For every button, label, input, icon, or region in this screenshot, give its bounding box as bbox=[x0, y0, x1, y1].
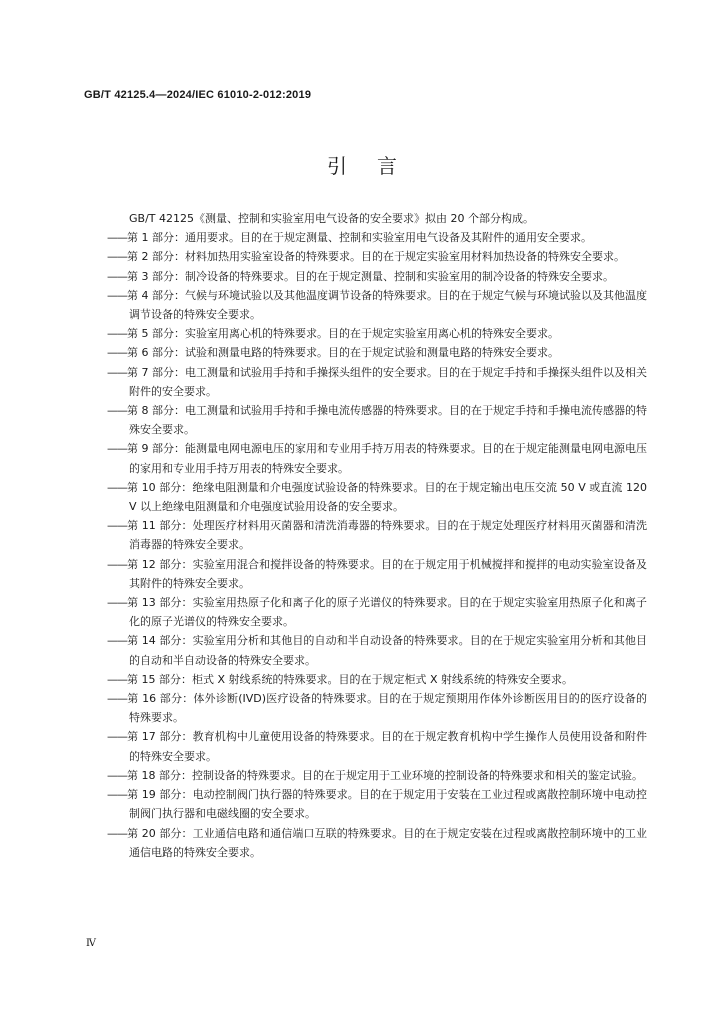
parts-list bbox=[107, 228, 647, 862]
dash-marker: —— bbox=[107, 557, 127, 571]
part-list-item bbox=[107, 439, 647, 477]
page-number: Ⅳ bbox=[86, 938, 96, 949]
part-text: 第 9 部分：能测量电网电源电压的家用和专业用手持万用表的特殊要求。目的在于规定能测量电网电源电压的家用和专业用手持万用表的特殊安全要求。 bbox=[127, 442, 647, 475]
part-text: 第 5 部分：实验室用离心机的特殊要求。目的在于规定实验室用离心机的特殊安全要求。 bbox=[127, 327, 559, 341]
part-text: 第 16 部分：体外诊断(IVD)医疗设备的特殊要求。目的在于规定预期用作体外诊断医用目的的医疗设备的特殊要求。 bbox=[127, 692, 647, 725]
part-list-item bbox=[107, 247, 647, 266]
dash-marker: —— bbox=[107, 480, 127, 494]
part-list-item bbox=[107, 766, 647, 785]
dash-marker: —— bbox=[107, 346, 127, 360]
part-text: 第 11 部分：处理医疗材料用灭菌器和清洗消毒器的特殊要求。目的在于规定处理医疗材料用灭菌器和清洗消毒器的特殊安全要求。 bbox=[127, 519, 647, 552]
part-text: 第 1 部分：通用要求。目的在于规定测量、控制和实验室用电气设备及其附件的通用安全要求。 bbox=[127, 231, 592, 245]
part-list-item bbox=[107, 593, 647, 631]
dash-marker: —— bbox=[107, 826, 127, 840]
part-text: 第 12 部分：实验室用混合和搅拌设备的特殊要求。目的在于规定用于机械搅拌和搅拌的电动实验室设备及其附件的特殊安全要求。 bbox=[127, 557, 647, 590]
part-text: 第 8 部分：电工测量和试验用手持和手操电流传感器的特殊要求。目的在于规定手持和手操电流传感器的特殊安全要求。 bbox=[127, 404, 647, 437]
dash-marker: —— bbox=[107, 442, 127, 456]
intro-paragraph: GB/T 42125《测量、控制和实验室用电气设备的安全要求》拟由 20 个部分构成。 bbox=[129, 212, 534, 225]
part-list-item bbox=[107, 478, 647, 516]
dash-marker: —— bbox=[107, 250, 127, 264]
part-text: 第 18 部分：控制设备的特殊要求。目的在于规定用于工业环境的控制设备的特殊要求和相关的鉴定试验。 bbox=[127, 768, 643, 782]
part-list-item bbox=[107, 670, 647, 689]
part-text: 第 13 部分：实验室用热原子化和离子化的原子光谱仪的特殊要求。目的在于规定实验室用热原子化和离子化的原子光谱仪的特殊安全要求。 bbox=[127, 596, 647, 629]
section-title: 引言 bbox=[327, 154, 427, 178]
part-text: 第 14 部分：实验室用分析和其他目的自动和半自动设备的特殊要求。目的在于规定实验室用分析和其他目的自动和半自动设备的特殊安全要求。 bbox=[127, 634, 647, 667]
part-text: 第 10 部分：绝缘电阻测量和介电强度试验设备的特殊要求。目的在于规定输出电压交流 50 V 或直流 120 V 以上绝缘电阻测量和介电强度试验用设备的安全要求。 bbox=[127, 480, 647, 514]
part-list-item bbox=[107, 363, 647, 401]
part-text: 第 19 部分：电动控制阀门执行器的特殊要求。目的在于规定用于安装在工业过程或离散控制环境中电动控制阀门执行器和电磁线圈的安全要求。 bbox=[127, 788, 647, 821]
part-list-item bbox=[107, 824, 647, 862]
dash-marker: —— bbox=[107, 672, 127, 686]
part-list-item bbox=[107, 555, 647, 593]
dash-marker: —— bbox=[107, 269, 127, 283]
dash-marker: —— bbox=[107, 596, 127, 610]
dash-marker: —— bbox=[107, 404, 127, 418]
dash-marker: —— bbox=[107, 288, 127, 302]
dash-marker: —— bbox=[107, 692, 127, 706]
part-text: 第 2 部分：材料加热用实验室设备的特殊要求。目的在于规定实验室用材料加热设备的特殊安全要求。 bbox=[127, 250, 625, 264]
dash-marker: —— bbox=[107, 365, 127, 379]
dash-marker: —— bbox=[107, 327, 127, 341]
part-text: 第 3 部分：制冷设备的特殊要求。目的在于规定测量、控制和实验室用的制冷设备的特殊安全要求。 bbox=[127, 269, 614, 283]
part-list-item bbox=[107, 228, 647, 247]
part-list-item bbox=[107, 267, 647, 286]
part-list-item bbox=[107, 324, 647, 343]
part-text: 第 17 部分：教育机构中儿童使用设备的特殊要求。目的在于规定教育机构中学生操作人员使用设备和附件的特殊安全要求。 bbox=[127, 730, 647, 763]
part-list-item bbox=[107, 401, 647, 439]
part-list-item bbox=[107, 343, 647, 362]
part-list-item bbox=[107, 727, 647, 765]
part-text: 第 20 部分：工业通信电路和通信端口互联的特殊要求。目的在于规定安装在过程或离散控制环境中的工业通信电路的特殊安全要求。 bbox=[127, 826, 647, 859]
part-list-item bbox=[107, 286, 647, 324]
dash-marker: —— bbox=[107, 634, 127, 648]
part-list-item bbox=[107, 631, 647, 669]
dash-marker: —— bbox=[107, 768, 127, 782]
part-text: 第 6 部分：试验和测量电路的特殊要求。目的在于规定试验和测量电路的特殊安全要求。 bbox=[127, 346, 559, 360]
part-list-item bbox=[107, 785, 647, 823]
standard-code-header: GB/T 42125.4—2024/IEC 61010-2-012:2019 bbox=[84, 89, 312, 101]
dash-marker: —— bbox=[107, 788, 127, 802]
part-text: 第 15 部分：柜式 X 射线系统的特殊要求。目的在于规定柜式 X 射线系统的特殊安全要求。 bbox=[127, 672, 574, 686]
part-text: 第 7 部分：电工测量和试验用手持和手操探头组件的安全要求。目的在于规定手持和手操探头组件以及相关附件的安全要求。 bbox=[127, 365, 647, 398]
part-list-item bbox=[107, 516, 647, 554]
part-text: 第 4 部分：气候与环境试验以及其他温度调节设备的特殊要求。目的在于规定气候与环境试验以及其他温度调节设备的特殊安全要求。 bbox=[127, 288, 647, 322]
dash-marker: —— bbox=[107, 730, 127, 744]
dash-marker: —— bbox=[107, 231, 127, 245]
document-body bbox=[107, 209, 647, 862]
dash-marker: —— bbox=[107, 519, 127, 533]
part-list-item bbox=[107, 689, 647, 727]
